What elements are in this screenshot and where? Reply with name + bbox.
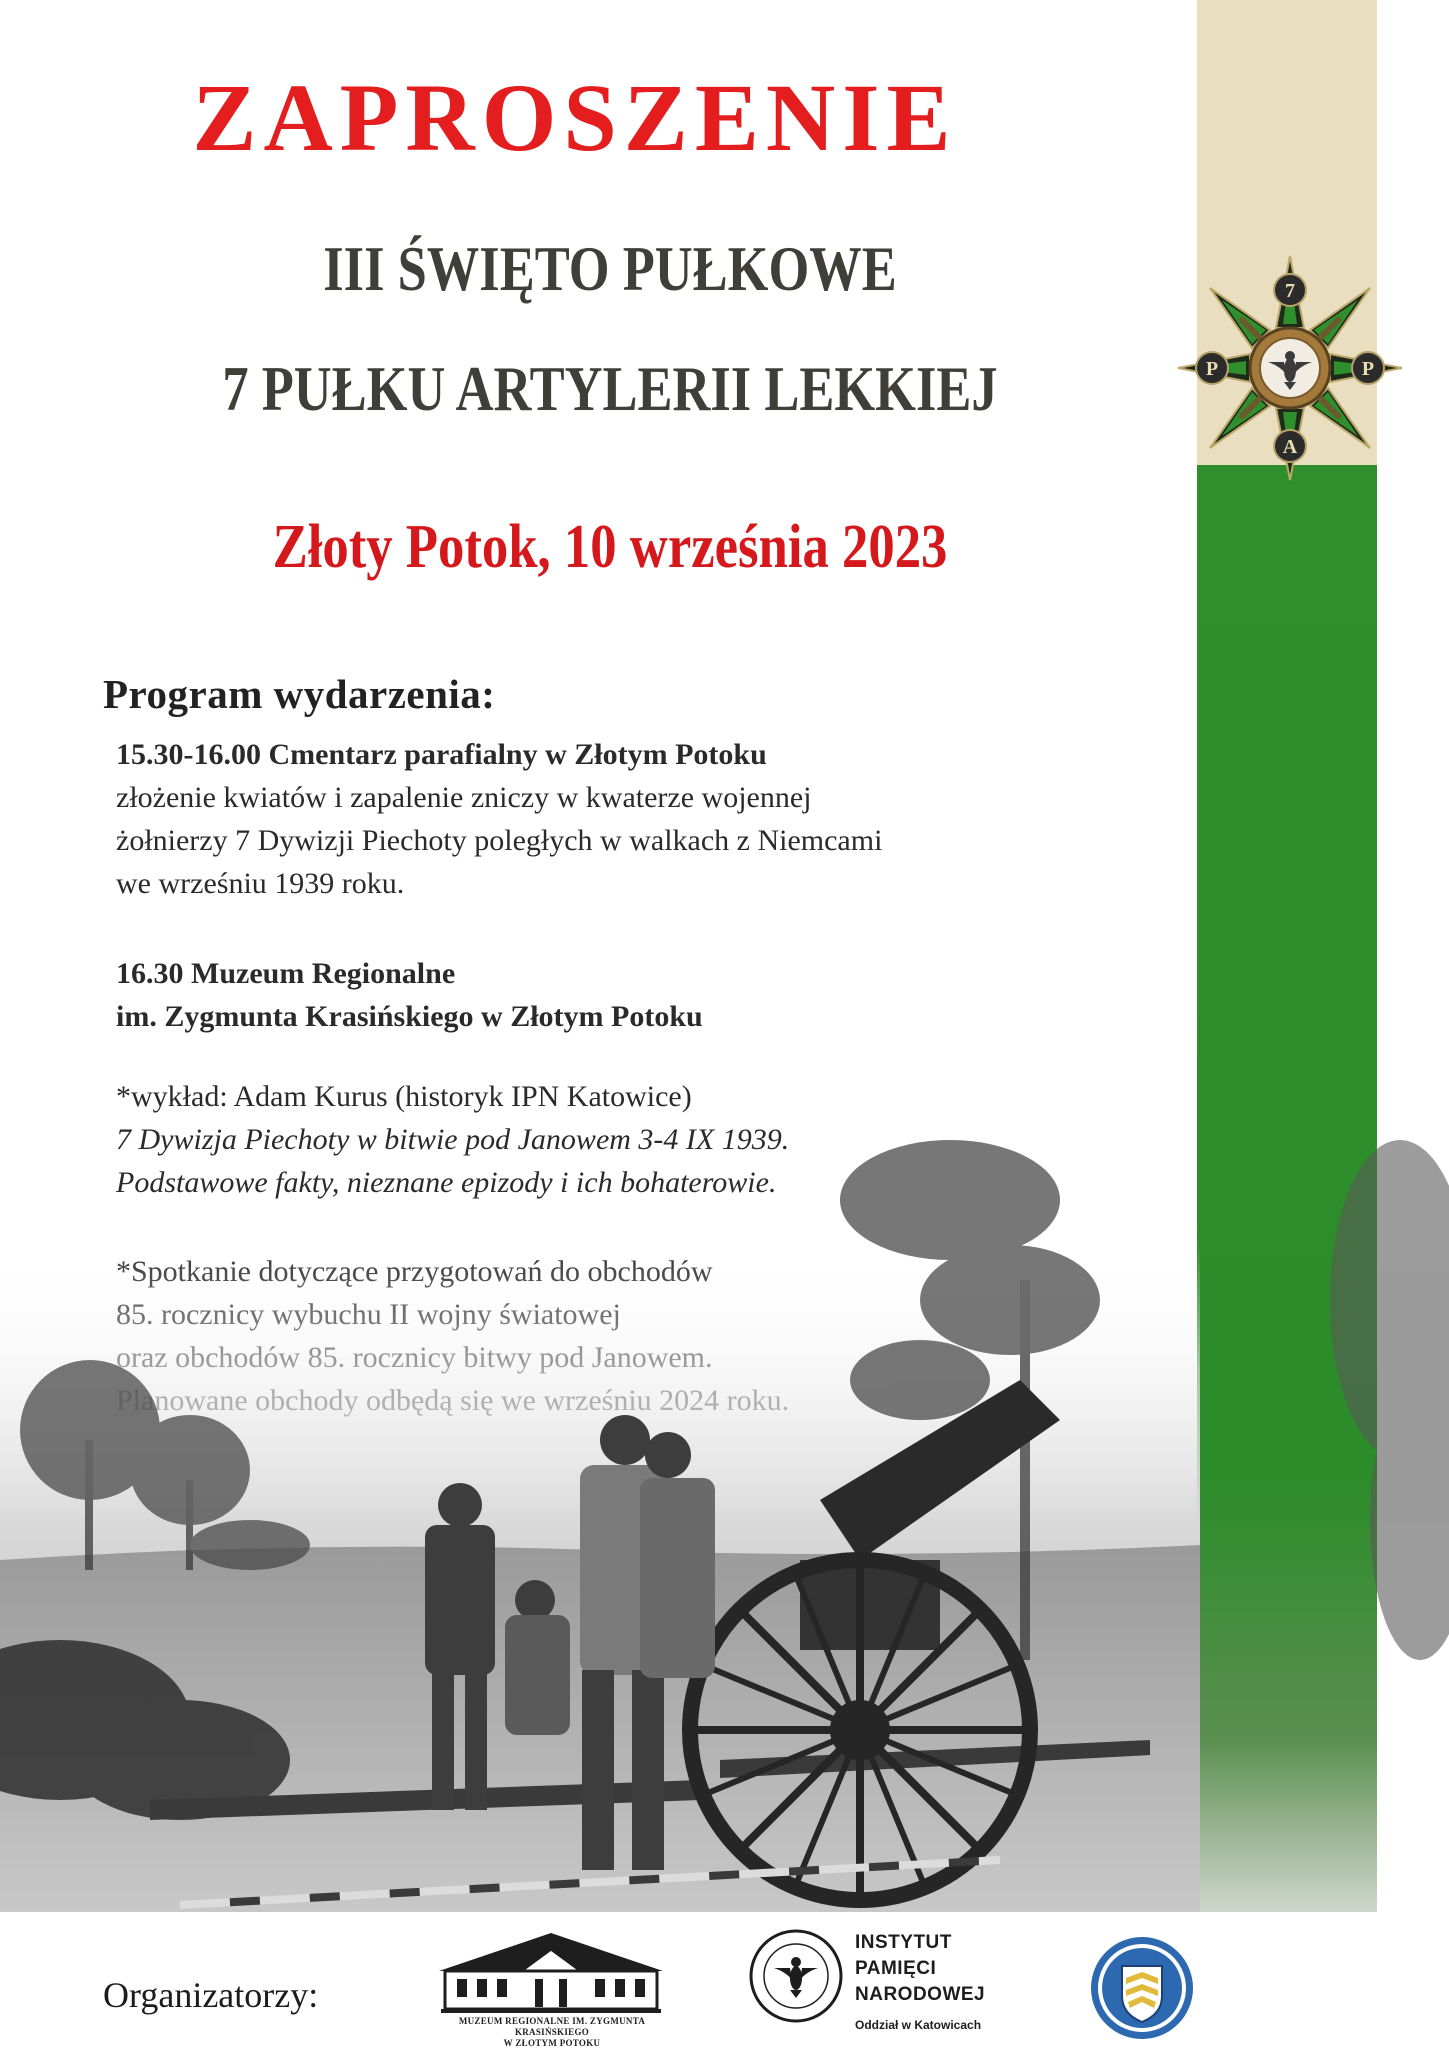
lecture-title-line2: Podstawowe fakty, nieznane epizody i ich bohaterowie.: [116, 1166, 777, 1199]
program-heading: Program wydarzenia:: [103, 671, 496, 717]
badge-letter-left: P: [1205, 358, 1219, 380]
invitation-title: ZAPROSZENIE: [192, 64, 958, 171]
museum-caption-line2: W ZŁOTYM POTOKU: [503, 2038, 601, 2048]
badge-letter-right: P: [1361, 358, 1375, 380]
event-title-line1: III ŚWIĘTO PUŁKOWE: [323, 233, 897, 304]
program-item-1-line: złożenie kwiatów i zapalenie zniczy w kwaterze wojennej: [116, 781, 812, 814]
lecture-info: *wykład: Adam Kurus (historyk IPN Katowice): [116, 1080, 692, 1113]
museum-caption: [428, 2016, 676, 2049]
organizers-label: Organizatorzy:: [103, 1975, 319, 2015]
program-item-1: [116, 733, 1076, 905]
lecture-title-line1: 7 Dywizja Piechoty w bitwie pod Janowem 3-4 IX 1939.: [116, 1123, 790, 1156]
ipn-name-line3: NARODOWEJ: [855, 1984, 986, 2005]
place-date: Złoty Potok, 10 września 2023: [272, 513, 948, 581]
program-item-2-title: 16.30 Muzeum Regionalne: [116, 957, 456, 990]
program-item-1-title: 15.30-16.00 Cmentarz parafialny w Złotym Potoku: [116, 738, 767, 771]
regiment-badge-icon: [1170, 240, 1410, 510]
artillery-photo: [0, 1000, 1449, 1912]
badge-letter-bottom: A: [1282, 436, 1298, 458]
ipn-name: [855, 1930, 985, 2008]
badge-letter-top: 7: [1285, 280, 1295, 302]
ipn-seal-icon: [748, 1928, 844, 2024]
event-title-line2: 7 PUŁKU ARTYLERII LEKKIEJ: [222, 353, 998, 424]
ipn-name-line2: PAMIĘCI: [855, 1958, 937, 1979]
program-item-1-line: we wrześniu 1939 roku.: [116, 867, 405, 900]
program-item-1-line: żołnierzy 7 Dywizji Piechoty poległych w walkach z Niemcami: [116, 824, 883, 857]
reduta-logo-icon: [1088, 1934, 1196, 2042]
program-item-2-title-2: im. Zygmunta Krasińskiego w Złotym Potoku: [116, 1000, 703, 1033]
ipn-name-line1: INSTYTUT: [855, 1932, 952, 1953]
ipn-branch: Oddział w Katowicach: [855, 2018, 982, 2032]
museum-caption-line1: MUZEUM REGIONALNE IM. ZYGMUNTA KRASIŃSKIEGO: [458, 2016, 646, 2037]
